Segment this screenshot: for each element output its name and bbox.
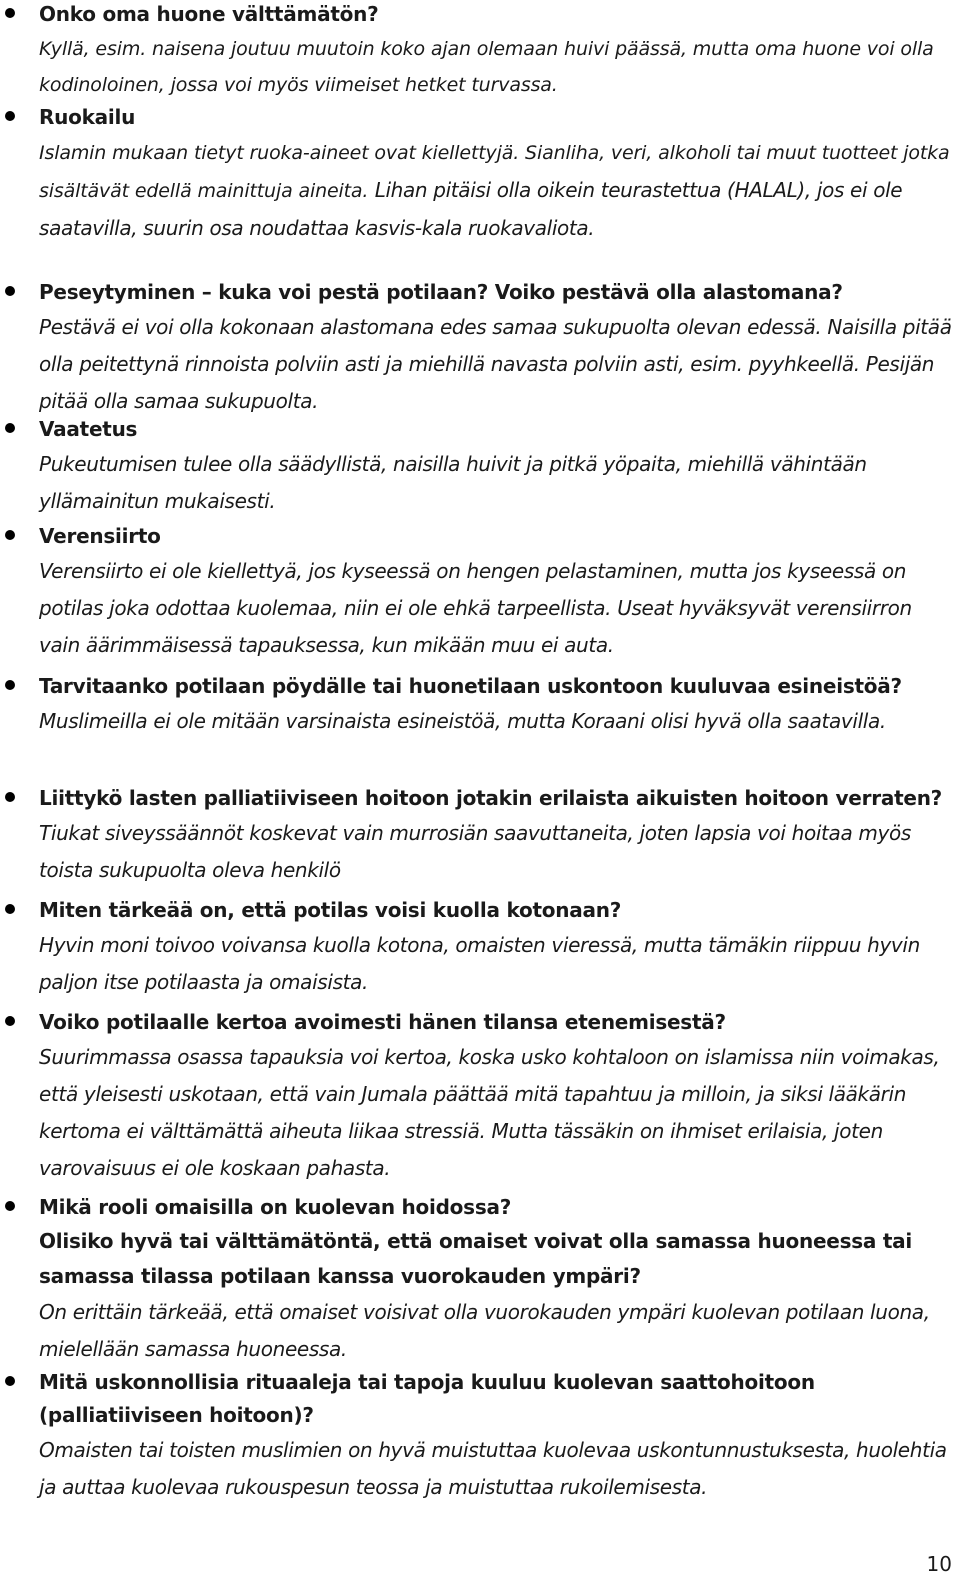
answer: Omaisten tai toisten muslimien on hyvä muistuttaa kuolevaa uskontunnustuksesta, huolehtia ja auttaa kuolevaa rukouspesun teossa ja muistuttaa rukoilemisesta. xyxy=(39,1438,947,1499)
answer: Verensiirto ei ole kiellettyä, jos kyseessä on hengen pelastaminen, mutta jos kyseessä on potilas joka odottaa kuolemaa, niin ei ole ehkä tarpeellista. Useat hyväksyvät verensiirron vain äärimmäisessä tapauksessa, kun mikään muu ei auta. xyxy=(39,559,912,657)
answer: Suurimmassa osassa tapauksia voi kertoa, koska usko kohtaloon on islamissa niin voimakas, että yleisesti uskotaan, että vain Jumala päättää mitä tapahtuu ja milloin, ja siksi lääkärin kertoma ei välttämättä aiheuta liikaa stressiä. Mutta tässäkin on ihmiset erilaisia, joten varovaisuus ei ole koskaan pahasta. xyxy=(39,1045,940,1180)
bullet-icon xyxy=(5,530,15,540)
answer: Tiukat siveyssäännöt koskevat vain murrosiän saavuttaneita, joten lapsia voi hoitaa myös toista sukupuolta oleva henkilö xyxy=(39,821,911,882)
answer xyxy=(39,134,958,247)
page-number: 10 xyxy=(926,1552,952,1576)
answer: On erittäin tärkeää, että omaiset voisivat olla vuorokauden ympäri kuolevan potilaan luona, mielellään samassa huoneessa. xyxy=(39,1300,930,1361)
list-item xyxy=(0,894,958,1001)
list-item xyxy=(0,1006,958,1187)
question: Tarvitaanko potilaan pöydälle tai huonetilaan uskontoon kuuluvaa esineistöä? xyxy=(39,674,902,698)
question: Ruokailu xyxy=(39,105,136,129)
list-item xyxy=(0,413,958,520)
answer-part: Lihan pitäisi olla oikein teurastettua (HALAL), jos ei ole saatavilla, suurin osa noudattaa kasvis-kala ruokavaliota. xyxy=(39,178,903,240)
bullet-icon xyxy=(5,792,15,802)
list-item xyxy=(0,101,958,247)
question: Verensiirto xyxy=(39,524,161,548)
question: Vaatetus xyxy=(39,417,138,441)
list-item xyxy=(0,1191,958,1368)
answer: Pukeutumisen tulee olla säädyllistä, naisilla huivit ja pitkä yöpaita, miehillä vähintään yllämainitun mukaisesti. xyxy=(39,452,867,513)
question: Voiko potilaalle kertoa avoimesti hänen tilansa etenemisestä? xyxy=(39,1010,726,1034)
bullet-icon xyxy=(5,904,15,914)
answer-part: Islamin mukaan tietyt ruoka-aineet ovat kiellettyjä. Sianliha, veri, alkoholi tai muut tuotteet jotka sisältävät edellä mainittuja aineita. xyxy=(39,142,950,202)
list-item xyxy=(0,782,958,889)
answer: Muslimeilla ei ole mitään varsinaista esineistöä, mutta Koraani olisi hyvä olla saatavilla. xyxy=(39,709,886,733)
question: Peseytyminen – kuka voi pestä potilaan? Voiko pestävä olla alastomana? xyxy=(39,280,843,304)
answer: Pestävä ei voi olla kokonaan alastomana edes samaa sukupuolta olevan edessä. Naisilla pitää olla peitettynä rinnoista polviin asti ja miehillä navasta polviin asti, esim. pyyhkeellä. Pesijän pitää olla samaa sukupuolta. xyxy=(39,315,952,413)
list-item xyxy=(0,520,958,664)
bullet-icon xyxy=(5,680,15,690)
bullet-icon xyxy=(5,1016,15,1026)
answer: Kyllä, esim. naisena joutuu muutoin koko ajan olemaan huivi päässä, mutta oma huone voi olla kodinoloinen, jossa voi myös viimeiset hetket turvassa. xyxy=(39,38,934,96)
list-item xyxy=(0,276,958,420)
list-item xyxy=(0,1366,958,1506)
question: Onko oma huone välttämätön? xyxy=(39,2,379,26)
bullet-icon xyxy=(5,286,15,296)
question: Mitä uskonnollisia rituaaleja tai tapoja kuuluu kuolevan saattohoitoon (palliatiiviseen hoitoon)? xyxy=(39,1370,815,1427)
list-item xyxy=(0,0,958,103)
bullet-icon xyxy=(5,423,15,433)
question: Mikä rooli omaisilla on kuolevan hoidossa? xyxy=(39,1195,512,1219)
bullet-icon xyxy=(5,8,15,18)
question: Olisiko hyvä tai välttämätöntä, että omaiset voivat olla samassa huoneessa tai samassa tilassa potilaan kanssa vuorokauden ympäri? xyxy=(39,1229,913,1288)
answer: Hyvin moni toivoo voivansa kuolla kotona, omaisten vieressä, mutta tämäkin riippuu hyvin paljon itse potilaasta ja omaisista. xyxy=(39,933,920,994)
bullet-icon xyxy=(5,1201,15,1211)
question: Liittykö lasten palliatiiviseen hoitoon jotakin erilaista aikuisten hoitoon verraten? xyxy=(39,786,943,810)
list-item xyxy=(0,670,958,740)
bullet-icon xyxy=(5,1376,15,1386)
bullet-icon xyxy=(5,111,15,121)
question: Miten tärkeää on, että potilas voisi kuolla kotonaan? xyxy=(39,898,622,922)
